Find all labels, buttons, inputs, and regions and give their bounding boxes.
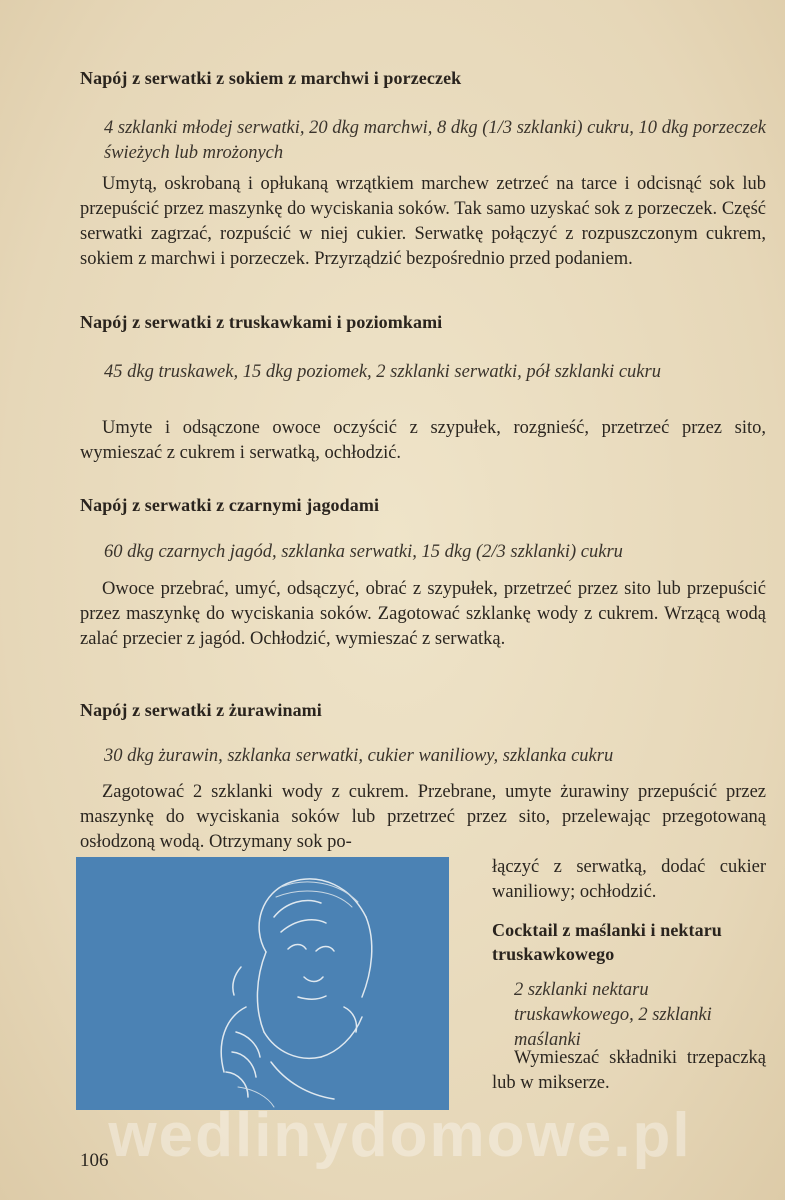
recipe-instructions: Umytą, oskrobaną i opłukaną wrzątkiem marchew zetrzeć na tarce i odcisnąć sok lub przepuścić przez maszynkę do wyciskania soków. Tak samo uzyskać sok z porzeczek. Część serwatki zagrzać, rozpuścić w niej cukier. Serwatkę połączyć z rozpuszczonym cukrem, sokiem z marchwi i porzeczek. Przyrządzić bezpośrednio przed podaniem. [80,174,766,269]
illustration-child-drinking [76,857,449,1110]
recipe-title: Cocktail z maślanki i nektaru truskawkowego [492,920,722,964]
ingredients-text: 30 dkg żurawin, szklanka serwatki, cukier waniliowy, szklanka cukru [104,746,614,766]
watermark: wedlinydomowe.pl [108,1101,692,1170]
recipe-ingredients [80,744,768,769]
ingredients-text: 45 dkg truskawek, 15 dkg poziomek, 2 szklanki serwatki, pół szklanki cukru [104,362,661,382]
recipe-instructions-continued: łączyć z serwatką, dodać cukier waniliowy; ochłodzić. [492,857,766,902]
page-number: 106 [80,1150,109,1171]
recipe-title: Napój z serwatki z żurawinami [80,700,322,720]
recipe-ingredients [80,540,768,565]
recipe-instructions: Zagotować 2 szklanki wody z cukrem. Przebrane, umyte żurawiny przepuścić przez maszynkę do wyciskania soków lub przetrzeć przez sito, przelewając przegotowaną osłodzoną wodą. Otrzymany sok po- [80,782,766,852]
recipe-instructions: Umyte i odsączone owoce oczyścić z szypułek, rozgnieść, przetrzeć przez sito, wymieszać z cukrem i serwatką, ochłodzić. [80,418,766,463]
recipe-ingredients [80,360,768,385]
recipe-instructions: Wymieszać składniki trzepaczką lub w mikserze. [492,1048,766,1093]
recipe-instructions: Owoce przebrać, umyć, odsączyć, obrać z szypułek, przetrzeć przez sito lub przepuścić przez maszynkę do wyciskania soków. Zagotować szklankę wody z cukrem. Wrzącą wodą zalać przecier z jagód. Ochłodzić, wymieszać z serwatką. [80,579,766,649]
recipe-title: Napój z serwatki z czarnymi jagodami [80,495,380,515]
ingredients-text: 2 szklanki nektaru truskawkowego, 2 szklanki maślanki [514,980,712,1050]
recipe-ingredients [80,116,768,166]
child-drinking-icon [76,857,449,1110]
recipe-title: Napój z serwatki z sokiem z marchwi i porzeczek [80,68,462,88]
ingredients-text: 4 szklanki młodej serwatki, 20 dkg marchwi, 8 dkg (1/3 szklanki) cukru, 10 dkg porzeczek świeżych lub mrożonych [104,118,766,163]
recipe-ingredients [492,978,766,1053]
recipe-title: Napój z serwatki z truskawkami i poziomkami [80,312,443,332]
ingredients-text: 60 dkg czarnych jagód, szklanka serwatki, 15 dkg (2/3 szklanki) cukru [104,542,623,562]
